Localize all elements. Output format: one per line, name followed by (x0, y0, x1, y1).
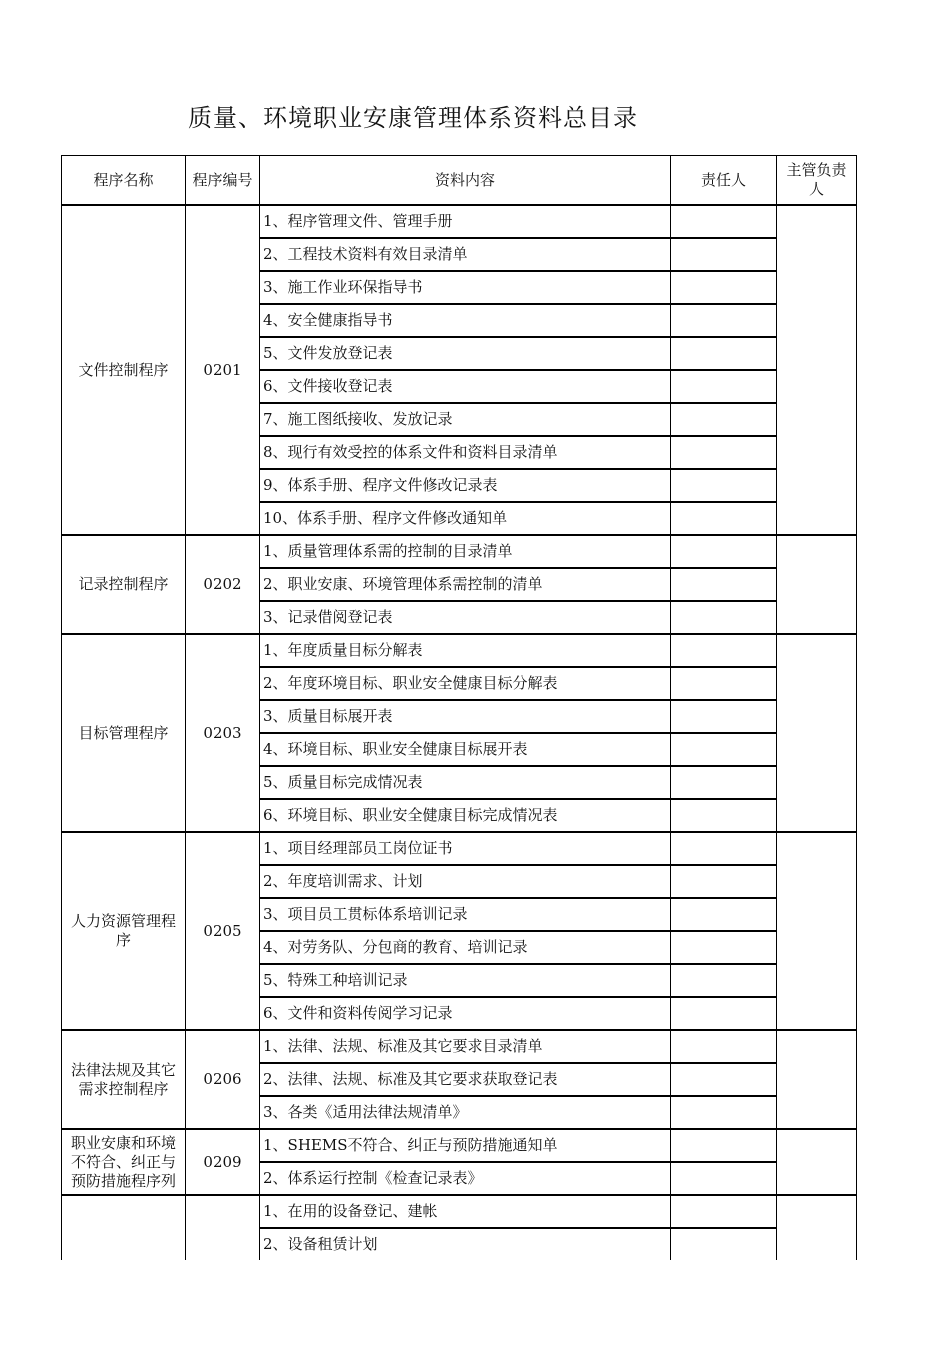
supervisor-cell (777, 1030, 857, 1129)
content-item: 8、现行有效受控的体系文件和资料目录清单 (260, 436, 671, 469)
content-item: 2、设备租赁计划 (260, 1228, 671, 1260)
table-row (62, 1195, 857, 1228)
table-row (62, 1129, 857, 1162)
responsible-cell (671, 766, 777, 799)
content-item: 9、体系手册、程序文件修改记录表 (260, 469, 671, 502)
content-item: 5、文件发放登记表 (260, 337, 671, 370)
responsible-cell (671, 271, 777, 304)
table-row (62, 535, 857, 568)
content-item: 5、质量目标完成情况表 (260, 766, 671, 799)
catalog-table-container (61, 155, 857, 1260)
responsible-cell (671, 865, 777, 898)
content-item: 1、项目经理部员工岗位证书 (260, 832, 671, 865)
table-row (62, 1030, 857, 1063)
content-item: 1、法律、法规、标准及其它要求目录清单 (260, 1030, 671, 1063)
responsible-cell (671, 601, 777, 634)
responsible-cell (671, 964, 777, 997)
supervisor-cell (777, 535, 857, 634)
responsible-cell (671, 1096, 777, 1129)
content-item: 2、年度培训需求、计划 (260, 865, 671, 898)
content-item: 1、SHEMS不符合、纠正与预防措施通知单 (260, 1129, 671, 1162)
responsible-cell (671, 1030, 777, 1063)
header-name: 程序名称 (62, 156, 186, 206)
responsible-cell (671, 568, 777, 601)
responsible-cell (671, 1195, 777, 1228)
content-item: 4、安全健康指导书 (260, 304, 671, 337)
responsible-cell (671, 733, 777, 766)
supervisor-cell (777, 1195, 857, 1260)
responsible-cell (671, 1162, 777, 1195)
responsible-cell (671, 667, 777, 700)
program-name: 文件控制程序 (62, 205, 186, 535)
supervisor-cell (777, 1129, 857, 1195)
responsible-cell (671, 337, 777, 370)
content-item: 2、年度环境目标、职业安全健康目标分解表 (260, 667, 671, 700)
supervisor-cell (777, 832, 857, 1030)
header-code: 程序编号 (186, 156, 260, 206)
responsible-cell (671, 403, 777, 436)
responsible-cell (671, 502, 777, 535)
program-name (62, 1195, 186, 1260)
content-item: 1、年度质量目标分解表 (260, 634, 671, 667)
responsible-cell (671, 634, 777, 667)
content-item: 2、工程技术资料有效目录清单 (260, 238, 671, 271)
table-row (62, 634, 857, 667)
responsible-cell (671, 535, 777, 568)
responsible-cell (671, 997, 777, 1030)
header-supervisor: 主管负责人 (777, 156, 857, 206)
program-code (186, 1195, 260, 1260)
content-item: 7、施工图纸接收、发放记录 (260, 403, 671, 436)
content-item: 2、职业安康、环境管理体系需控制的清单 (260, 568, 671, 601)
content-item: 10、体系手册、程序文件修改通知单 (260, 502, 671, 535)
program-code: 0203 (186, 634, 260, 832)
header-responsible: 责任人 (671, 156, 777, 206)
content-item: 4、环境目标、职业安全健康目标展开表 (260, 733, 671, 766)
page-title: 质量、环境职业安康管理体系资料总目录 (188, 104, 638, 132)
content-item: 4、对劳务队、分包商的教育、培训记录 (260, 931, 671, 964)
responsible-cell (671, 799, 777, 832)
responsible-cell (671, 931, 777, 964)
responsible-cell (671, 1129, 777, 1162)
content-item: 2、体系运行控制《检查记录表》 (260, 1162, 671, 1195)
table-row (62, 205, 857, 238)
responsible-cell (671, 898, 777, 931)
content-item: 3、施工作业环保指导书 (260, 271, 671, 304)
content-item: 5、特殊工种培训记录 (260, 964, 671, 997)
responsible-cell (671, 700, 777, 733)
responsible-cell (671, 1228, 777, 1260)
content-item: 1、在用的设备登记、建帐 (260, 1195, 671, 1228)
program-name: 法律法规及其它需求控制程序 (62, 1030, 186, 1129)
content-item: 3、项目员工贯标体系培训记录 (260, 898, 671, 931)
responsible-cell (671, 238, 777, 271)
responsible-cell (671, 205, 777, 238)
responsible-cell (671, 832, 777, 865)
header-row (62, 156, 857, 206)
responsible-cell (671, 1063, 777, 1096)
content-item: 6、环境目标、职业安全健康目标完成情况表 (260, 799, 671, 832)
program-code: 0206 (186, 1030, 260, 1129)
table-row (62, 832, 857, 865)
header-content: 资料内容 (260, 156, 671, 206)
responsible-cell (671, 304, 777, 337)
program-name: 目标管理程序 (62, 634, 186, 832)
program-code: 0202 (186, 535, 260, 634)
content-item: 6、文件接收登记表 (260, 370, 671, 403)
content-item: 3、各类《适用法律法规清单》 (260, 1096, 671, 1129)
program-code: 0205 (186, 832, 260, 1030)
program-code: 0209 (186, 1129, 260, 1195)
supervisor-cell (777, 634, 857, 832)
supervisor-cell (777, 205, 857, 535)
content-item: 3、记录借阅登记表 (260, 601, 671, 634)
content-item: 2、法律、法规、标准及其它要求获取登记表 (260, 1063, 671, 1096)
content-item: 1、质量管理体系需的控制的目录清单 (260, 535, 671, 568)
content-item: 6、文件和资料传阅学习记录 (260, 997, 671, 1030)
program-name: 职业安康和环境不符合、纠正与预防措施程序列 (62, 1129, 186, 1195)
content-item: 3、质量目标展开表 (260, 700, 671, 733)
responsible-cell (671, 370, 777, 403)
responsible-cell (671, 436, 777, 469)
content-item: 1、程序管理文件、管理手册 (260, 205, 671, 238)
responsible-cell (671, 469, 777, 502)
catalog-table (61, 155, 857, 1260)
catalog-body (62, 205, 857, 1260)
program-name: 记录控制程序 (62, 535, 186, 634)
program-name: 人力资源管理程序 (62, 832, 186, 1030)
program-code: 0201 (186, 205, 260, 535)
